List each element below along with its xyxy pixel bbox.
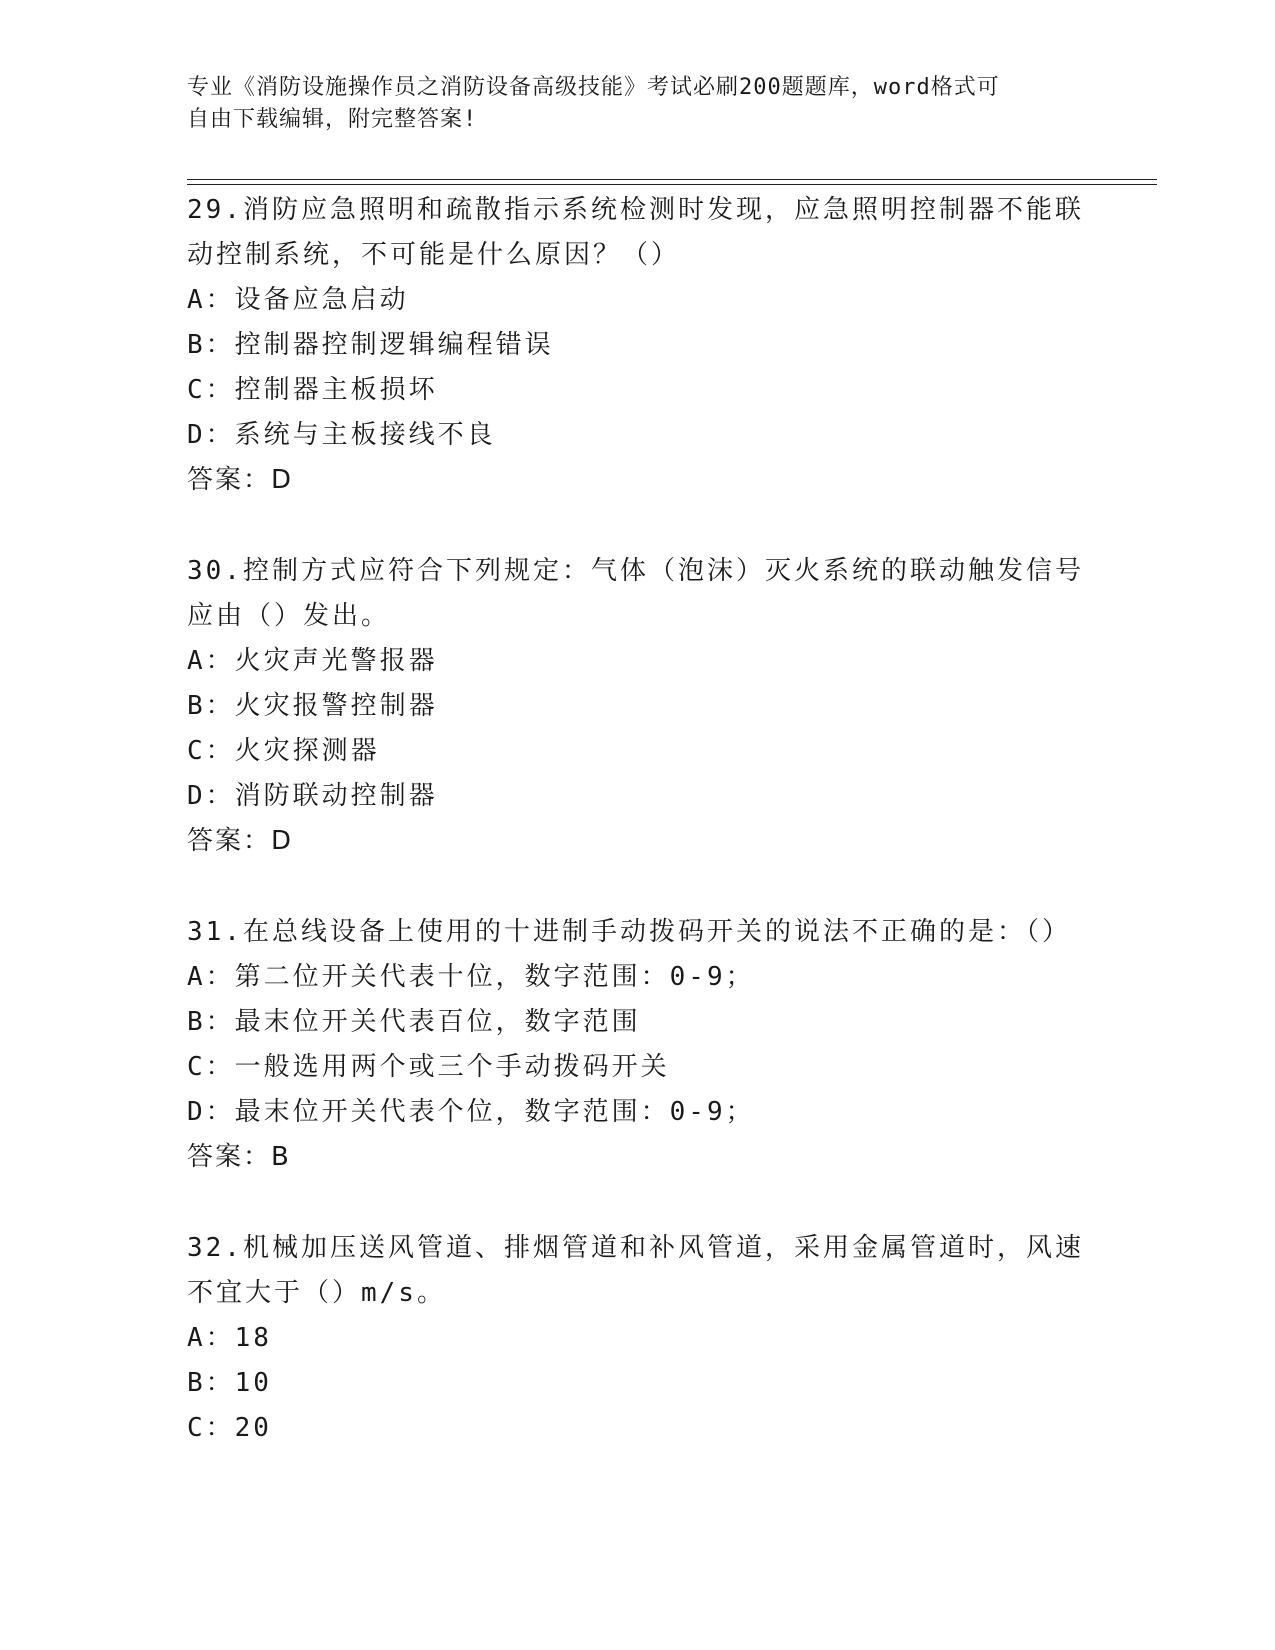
option-d: D：系统与主板接线不良 <box>187 420 496 450</box>
option-c: C：控制器主板损坏 <box>187 375 438 405</box>
question-stem-line: 29.消防应急照明和疏散指示系统检测时发现，应急照明控制器不能联 <box>187 195 1084 225</box>
option-c: C：火灾探测器 <box>187 736 380 766</box>
question-stem-line: 31.在总线设备上使用的十进制手动拨码开关的说法不正确的是：（） <box>187 917 1071 947</box>
answer-line: 答案：D <box>187 826 294 856</box>
option-b: B：10 <box>187 1368 272 1398</box>
question-32 <box>187 1226 1087 1451</box>
question-stem-line: 30.控制方式应符合下列规定：气体（泡沫）灭火系统的联动触发信号 <box>187 556 1084 586</box>
option-c: C：一般选用两个或三个手动拨码开关 <box>187 1052 670 1082</box>
header-line-1: 专业《消防设施操作员之消防设备高级技能》考试必刷200题题库，word格式可 <box>187 75 1000 100</box>
question-stem <box>187 549 1087 639</box>
option-d: D：消防联动控制器 <box>187 781 438 811</box>
question-stem <box>187 188 1087 278</box>
option-a: A：设备应急启动 <box>187 285 409 315</box>
answer-line: 答案：D <box>187 465 294 495</box>
option-c: C：20 <box>187 1413 272 1443</box>
option-b: B：最末位开关代表百位，数字范围 <box>187 1007 641 1037</box>
question-spacer <box>187 503 1087 549</box>
document-header <box>187 72 1087 136</box>
question-stem-line: 动控制系统，不可能是什么原因？（） <box>187 240 681 270</box>
option-d: D：最末位开关代表个位，数字范围：0-9； <box>187 1097 755 1127</box>
question-31 <box>187 910 1087 1180</box>
header-line-2: 自由下载编辑，附完整答案! <box>187 107 478 132</box>
option-a: A：18 <box>187 1323 272 1353</box>
question-stem <box>187 910 1087 955</box>
answer-line: 答案：B <box>187 1142 291 1172</box>
question-spacer <box>187 1180 1087 1226</box>
question-stem-line: 应由（）发出。 <box>187 601 391 631</box>
header-divider-bottom <box>187 184 1157 185</box>
option-a: A：第二位开关代表十位，数字范围：0-9； <box>187 962 755 992</box>
question-list <box>187 188 1087 1451</box>
question-29 <box>187 188 1087 503</box>
question-30 <box>187 549 1087 864</box>
question-stem <box>187 1226 1087 1316</box>
question-stem-line: 不宜大于（）m/s。 <box>187 1278 446 1308</box>
option-a: A：火灾声光警报器 <box>187 646 438 676</box>
option-b: B：火灾报警控制器 <box>187 691 438 721</box>
header-divider-top <box>187 179 1157 180</box>
question-stem-line: 32.机械加压送风管道、排烟管道和补风管道，采用金属管道时，风速 <box>187 1233 1084 1263</box>
option-b: B：控制器控制逻辑编程错误 <box>187 330 554 360</box>
question-spacer <box>187 864 1087 910</box>
